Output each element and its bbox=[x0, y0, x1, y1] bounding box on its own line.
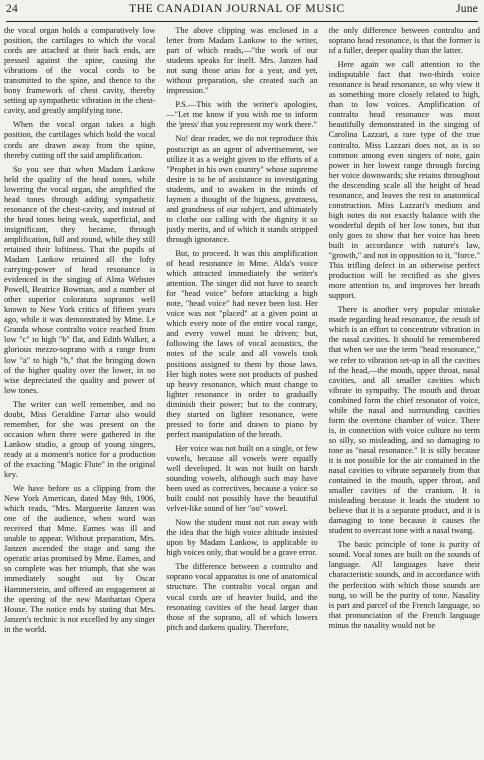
paragraph: Here again we call attention to the indisputable fact that two-thirds voice resonance is head resonance, so why view it as something more closely related to high, than to low voices. Amplification of contralto head resonance was most beautifully demonstrated in the singing of Carolina Lazzari, a rare type of the true contralto. Miss Lazzari does not, as is so common among even singers of note, gain power in her lowest range through forcing her voice downwards; she retains throughout the descending scale all the height of head resonance, and leaves the rest to anatomical construction. Miss Lazzari's medium and high notes do not exactly balance with the wonderful depth of her low tones, but that only goes to show that her voice has been built in accordance with nature's law, "growth," and not in opposition to it, "force." This trifling defect in an otherwise perfect production will be rectified as she gives more attention to, and improves her breath support. bbox=[328, 60, 480, 301]
running-header bbox=[6, 3, 478, 19]
paragraph: When the vocal organ takes a high position, the cartilages which hold the vocal cords are drawn away from the spine, thereby cutting off the said amplification. bbox=[4, 120, 156, 160]
paragraph: the only difference between contralto and soprano head resonance, is that the former is of a fuller, deeper quality than the latter. bbox=[328, 26, 480, 56]
paragraph: The above clipping was enclosed in a letter from Madam Lankow to the writer, part of which reads,—"the work of our students speaks for itself. Mrs. Janzen had not sung those arias for a year, and yet, without preparation, she created such an impression." bbox=[166, 26, 318, 96]
text-column-3 bbox=[329, 26, 480, 758]
paragraph: No! dear reader, we do not reproduce this postscript as an agent of advertisement, we utilize it as a weight given to the efforts of a "Prophet in his own country" whose supreme desire is to be of assistance to investigating students, and to awaken in the minds of laymen a thought of the bigness, greatness, and grandness of our subject, and ultimately to clothe our calling with the dignity it so justly merits, and of which it stands stripped through ignorance. bbox=[166, 134, 318, 244]
paragraph: We have before us a clipping from the New York American, dated May 9th, 1906, which reads, "Mrs. Marguerite Janzen was one of the audience, when word was received that Mme. Eames was ill and unable to appear. Without preparation, Mrs. Janzen ascended the stage and sang the operatic arias promised by Mme. Eames, and so complete was her triumph, that she was immediately sought out by Oscar Hammerstein, and offered an engagement at the opening of the new Manhattan Opera House. The notice ends by stating that Mrs. Janzen's technic is not excelled by any singer in the world. bbox=[4, 484, 156, 634]
paragraph: Her voice was not built on a single, or few vowels, because all vowels were equally well developed. It was not built on harsh sounding vowels, although such may have been used as correctives, because a voice so built could not possibly have the beautiful velvet-like sound of her "oo" vowel. bbox=[166, 443, 318, 514]
paragraph: There is another very popular mistake made regarding head resonance, the result of which is an effort to concentrate vibration in the nasal cavities. It should be remembered that when we use the term "head resonance," we refer to vibration set-up in all the cavities of the head,—the mouth, upper throat, nasal cavities, and all smaller cavities which vibrate in sympathy. The mouth and throat combined form the chief resonator of voice, while the nasal and surrounding cavities form the overtone chamber of voice. There is, in connection with voice culture no term so silly, so misleading, and so damaging to tone as "nasal resonance." It is silly because it is not possible for the air contained in the nasal cavities to vibrate separately from that contained in the mouth, upper throat, and smaller cavities of the cranium. It is misleading because it leads the student to believe that it is a separate product, and it is damaging to tone because it causes the student to overcast tone with a nasal twang. bbox=[328, 305, 480, 536]
paragraph: The difference between a contralto and soprano vocal apparatus is one of anatomical structure. The contralto vocal organ and vocal cords are of heavier build, and the resonating cavities of the head larger than those of the soprano, all of which lowers pitch and darkens quality. Therefore, bbox=[166, 562, 318, 632]
paragraph: The writer can well remember, and no doubt, Miss Geraldine Farrar also would remember, for she was present on the occasion when there were gathered in the Lankow studio, a group of young singers, ready at a moment's notice for a production of the exacting "Magic Flute" in the original key. bbox=[4, 399, 156, 480]
paragraph: the vocal organ holds a comparatively low position, the cartilages to which the vocal cords are attached at their back ends, are pressed against the spine, causing the vibrations of the vocal cords to be transmitted to the spine, and thence to the bony framework of chest cavity, thereby setting up sympathetic vibration in the chest-cavity, and greatly amplifying tone. bbox=[4, 26, 156, 116]
journal-title: THE CANADIAN JOURNAL OF MUSIC bbox=[129, 3, 345, 15]
page-number: 24 bbox=[6, 3, 18, 15]
text-column-1 bbox=[4, 26, 155, 758]
paragraph: P.S.—This with the writer's apologies,—"Let me know if you wish me to inform the 'press' that you represent my work there." bbox=[166, 100, 318, 130]
text-column-2 bbox=[166, 26, 317, 758]
paragraph: But, to proceed. It was this amplification of head resonance in Mme. Alda's voice which attracted immediately the writer's attention. The singer did not have to search for "head voice" before attacking a high note, "head voice" had never been lost. Her voice was not "placed" at a given point at which every note of the entire vocal range, and every vowel must be driven; but, following the laws of vocal acoustics, the notes of the scale and all vowels took positions assigned to them by those laws. Her high notes were not products of pushed up heavy resonance, which must change to lighter resonance in order to gradually diminish their power; but to the contrary, they started on lighter resonance, were pressed to forte and drawn to piano by perfect manipulation of the breath. bbox=[166, 248, 318, 439]
header-rule bbox=[6, 21, 478, 22]
article-body bbox=[4, 26, 480, 758]
paragraph: The basic principle of tone is purity of sound. Vocal tones are built on the sounds of language. All languages have their characteristic sounds, and in accordance with the perfection with which those sounds are sung, so will be the purity of tone. Nasality is part and parcel of the French language, so that pronunciation of the French language minus the nasality would not be bbox=[328, 540, 480, 630]
issue-month: June bbox=[456, 3, 478, 15]
paragraph: Now the student must not run away with the idea that the high voice altitude insisted upon by Madam Lankow, is applicable to high voices only, that would be a grave error. bbox=[166, 518, 318, 558]
paragraph: So you see that when Madam Lankow held the quality of the head tones, while lowering the vocal organ, she amplified the head tones through adding sympathetic resonance of the chest-cavity, and instead of the head tones being weak, superficial, and insignificant, they became, through amplification, full and round, while they still retained their loftiness. That the pupils of Madam Lankow retained all the lofty carrying-power of head resonance is evidenced in the singing of Alma Webster Powell, Beatrice Bowman, and a number of other superior coloratura sopranos well known to New York critics of fifteen years ago, while it was demonstrated by Mme. Le Granda whose contralto voice reached from low "c" to high "b" flat, and Edith Walker, a glorious mezzo-soprano with a range from low "a" to high "b," that the bringing down of the higher quality over the lower, in no wise depreciated the quality and power of low tones. bbox=[4, 164, 156, 395]
